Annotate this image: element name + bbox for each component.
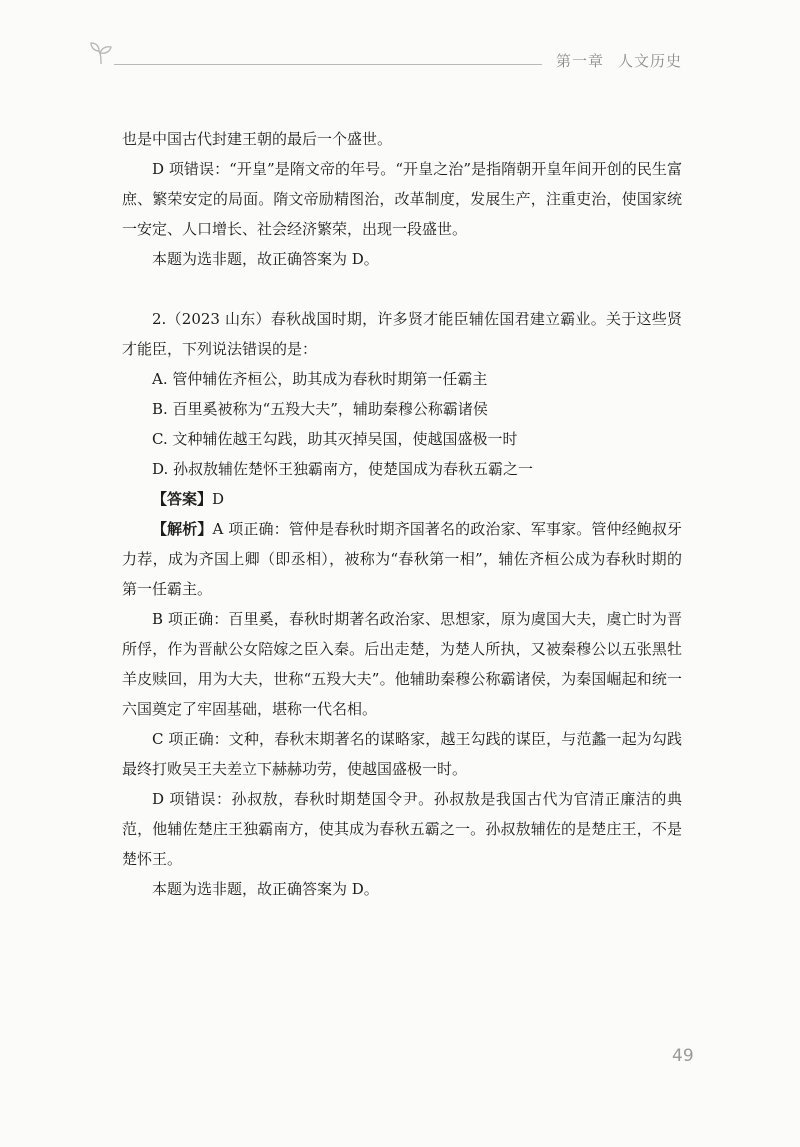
chapter-number: 第一章 bbox=[556, 52, 605, 70]
page-number: 49 bbox=[672, 1046, 694, 1066]
option-c: C. 文种辅佐越王勾践，助其灭掉吴国，使越国盛极一时 bbox=[152, 430, 518, 448]
chapter-title: 人文历史 bbox=[618, 52, 683, 70]
conclusion: 本题为选非题，故正确答案为 D。 bbox=[152, 880, 379, 898]
spacer bbox=[122, 274, 682, 304]
header-rule bbox=[114, 64, 542, 65]
analysis-b: B 项正确：百里奚，春秋时期著名政治家、思想家，原为虞国大夫，虞亡时为晋所俘，作为晋献公女陪嫁之臣入秦。后出走楚，为楚人所执，又被秦穆公以五张黑牡羊皮赎回，用为大夫，世称“五羖大夫”。他辅助秦穆公称霸诸侯，为秦国崛起和统一六国奠定了牢固基础，堪称一代名相。 bbox=[122, 610, 682, 718]
paragraph-option-d-explanation: D 项错误：“开皇”是隋文帝的年号。“开皇之治”是指隋朝开皇年间开创的民生富庶、繁荣安定的局面。隋文帝励精图治，改革制度，发展生产，注重吏治，使国家统一安定、人口增长、社会经济繁荣，出现一段盛世。 bbox=[122, 160, 682, 238]
chapter-heading bbox=[556, 50, 682, 71]
option-a: A. 管仲辅佐齐桓公，助其成为春秋时期第一任霸主 bbox=[152, 370, 488, 388]
answer-line bbox=[122, 484, 682, 514]
option-b: B. 百里奚被称为“五羖大夫”，辅助秦穆公称霸诸侯 bbox=[152, 400, 488, 418]
page-header bbox=[0, 0, 800, 80]
analysis-a-text: A 项正确：管仲是春秋时期齐国著名的政治家、军事家。管仲经鲍叔牙力荐，成为齐国上卿（即丞相），被称为“春秋第一相”，辅佐齐桓公成为春秋时期的第一任霸主。 bbox=[122, 520, 682, 598]
analysis-label: 【解析】 bbox=[152, 520, 213, 538]
analysis-d: D 项错误：孙叔敖，春秋时期楚国令尹。孙叔敖是我国古代为官清正廉洁的典范，他辅佐楚庄王独霸南方，使其成为春秋五霸之一。孙叔敖辅佐的是楚庄王，不是楚怀王。 bbox=[122, 790, 682, 868]
paragraph-continuation: 也是中国古代封建王朝的最后一个盛世。 bbox=[122, 130, 393, 148]
option-d: D. 孙叔敖辅佐楚怀王独霸南方，使楚国成为春秋五霸之一 bbox=[152, 460, 534, 478]
sprout-icon bbox=[88, 40, 114, 66]
analysis-c: C 项正确：文种，春秋末期著名的谋略家，越王勾践的谋臣，与范蠡一起为勾践最终打败吴王夫差立下赫赫功劳，使越国盛极一时。 bbox=[122, 730, 682, 778]
analysis-a bbox=[122, 514, 682, 604]
answer-value: D bbox=[212, 490, 225, 508]
page-body bbox=[122, 124, 682, 904]
paragraph-answer-summary: 本题为选非题，故正确答案为 D。 bbox=[152, 250, 379, 268]
answer-label: 【答案】 bbox=[152, 490, 213, 508]
question-stem: 2.（2023 山东）春秋战国时期，许多贤才能臣辅佐国君建立霸业。关于这些贤才能臣，下列说法错误的是： bbox=[122, 310, 682, 358]
